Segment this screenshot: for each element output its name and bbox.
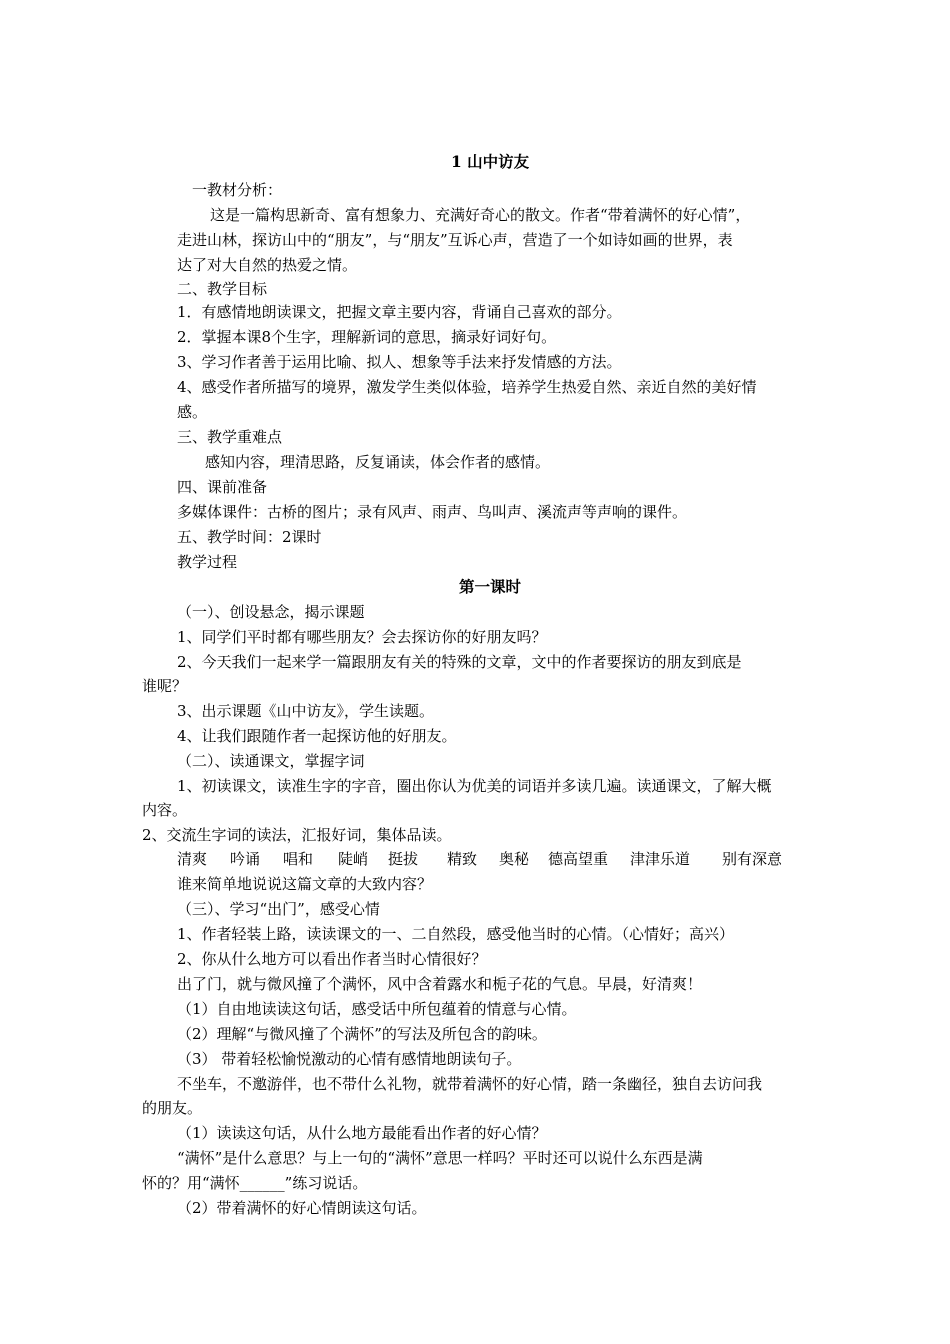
part1-heading: （一）、创设悬念，揭示课题 [177,603,365,621]
part2-item-1-continued: 内容。 [142,801,188,819]
part3-subitem-1: （1）自由地读读这句话，感受话中所包蕴着的情意与心情。 [177,1000,577,1018]
vocabulary-word: 德高望重 [548,850,609,868]
intro-line-1: 这是一篇构思新奇、富有想象力、充满好奇心的散文。作者“带着满怀的好心情”， [210,206,751,224]
vocabulary-word: 挺拔 [388,850,419,868]
section-heading-preparation: 四、课前准备 [177,478,268,496]
vocabulary-word: 陡峭 [338,850,369,868]
part1-item-4: 4、让我们跟随作者一起探访他的好朋友。 [177,727,457,745]
goal-item-2: 2．掌握本课8个生字，理解新词的意思，摘录好词好句。 [177,328,557,346]
vocabulary-word: 精致 [447,850,478,868]
goal-item-1: 1．有感情地朗读课文，把握文章主要内容，背诵自己喜欢的部分。 [177,303,622,321]
part2-heading: （二）、读通课文，掌握字词 [177,752,365,770]
vocabulary-word: 唱和 [283,850,314,868]
section-heading-key-points: 三、教学重难点 [177,428,283,446]
part3-subitem-6: （2）带着满怀的好心情朗读这句话。 [177,1199,427,1217]
document-title: 1 山中访友 [451,152,530,171]
part3-subitem-5-continued: 怀的？用“满怀______”练习说话。 [142,1174,368,1192]
process-heading: 教学过程 [177,553,238,571]
part3-subitem-5: “满怀”是什么意思？与上一句的“满怀”意思一样吗？平时还可以说什么东西是满 [177,1149,703,1167]
part1-item-1: 1、同学们平时都有哪些朋友？会去探访你的好朋友吗？ [177,628,547,646]
vocabulary-word: 奥秘 [499,850,530,868]
quoted-sentence-2-continued: 的朋友。 [142,1099,203,1117]
part3-subitem-3: （3） 带着轻松愉悦激动的心情有感情地朗读句子。 [177,1050,522,1068]
part3-heading: （三）、学习“出门”，感受心情 [177,900,380,918]
vocabulary-word: 吟诵 [230,850,261,868]
quoted-sentence-1: 出了门，就与微风撞了个满怀，风中含着露水和栀子花的气息。早晨，好清爽！ [177,975,703,993]
section-heading-time: 五、教学时间：2课时 [177,528,322,546]
quoted-sentence-2: 不坐车，不邀游伴，也不带什么礼物，就带着满怀的好心情，踏一条幽径，独自去访问我 [177,1075,763,1093]
lesson-heading: 第一课时 [459,577,522,596]
part2-item-2: 2、交流生字词的读法，汇报好词，集体品读。 [142,826,452,844]
part2-item-1: 1、初读课文，读准生字的字音，圈出你认为优美的词语并多读几遍。读通课文，了解大概 [177,777,772,795]
part3-subitem-2: （2）理解“与微风撞了个满怀”的写法及所包含的韵味。 [177,1025,547,1043]
part3-item-2: 2、你从什么地方可以看出作者当时心情很好？ [177,950,487,968]
preparation-text: 多媒体课件：古桥的图片；录有风声、雨声、鸟叫声、溪流声等声响的课件。 [177,503,688,521]
goal-item-3: 3、学习作者善于运用比喻、拟人、想象等手法来抒发情感的方法。 [177,353,622,371]
section-heading-goals: 二、教学目标 [177,280,268,298]
part1-item-2-continued: 谁呢？ [142,677,188,695]
section-heading-analysis: 一教材分析： [192,181,283,199]
vocabulary-word: 别有深意 [722,850,783,868]
goal-item-4: 4、感受作者所描写的境界，激发学生类似体验，培养学生热爱自然、亲近自然的美好情 [177,378,757,396]
part1-item-3: 3、出示课题《山中访友》，学生读题。 [177,702,435,720]
goal-item-4-continued: 感。 [177,403,208,421]
vocabulary-word: 清爽 [177,850,208,868]
part3-subitem-4: （1）读读这句话，从什么地方最能看出作者的好心情？ [177,1124,547,1142]
intro-line-2: 走进山林，探访山中的“朋友”，与“朋友”互诉心声，营造了一个如诗如画的世界，表 [177,231,733,249]
vocabulary-list [0,849,950,869]
part3-item-1: 1、作者轻装上路，读读课文的一、二自然段，感受他当时的心情。（心情好；高兴） [177,925,735,943]
vocabulary-word: 津津乐道 [630,850,691,868]
part2-question: 谁来简单地说说这篇文章的大致内容？ [177,875,433,893]
part1-item-2: 2、今天我们一起来学一篇跟朋友有关的特殊的文章，文中的作者要探访的朋友到底是 [177,653,742,671]
key-points-text: 感知内容，理清思路，反复诵读，体会作者的感情。 [205,453,551,471]
intro-line-3: 达了对大自然的热爱之情。 [177,256,358,274]
